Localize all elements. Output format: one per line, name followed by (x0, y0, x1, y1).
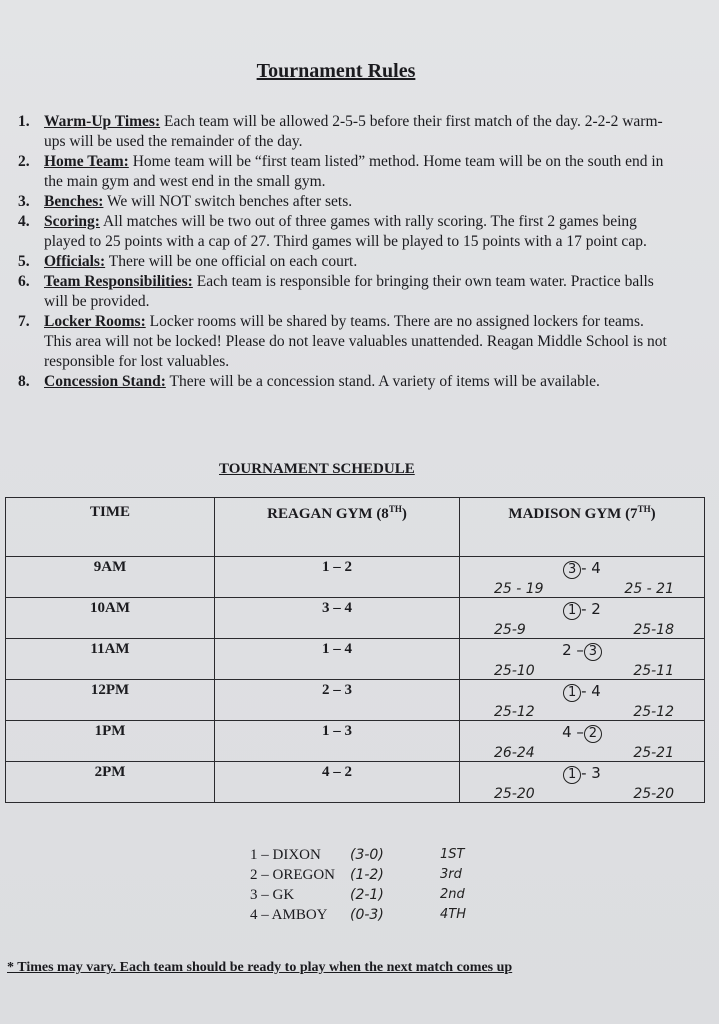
rule-item (14, 212, 674, 252)
team-a: 2 – (562, 641, 584, 659)
team-a: 1 (563, 602, 581, 620)
team-place: 2nd (440, 887, 465, 902)
rule-number: 1. (18, 113, 30, 130)
rule-item (14, 152, 674, 192)
schedule-row (6, 557, 705, 598)
rule-number: 7. (18, 313, 30, 330)
reagan-match-cell: 2 – 3 (215, 680, 460, 721)
rule-text: Home team will be “first team listed” method. Home team will be on the south end in the main gym and west end in the small gym. (44, 153, 664, 190)
team-a: 4 – (562, 723, 584, 741)
madison-matchup (563, 600, 601, 620)
team-a: 1 (563, 766, 581, 784)
rule-text: All matches will be two out of three games with rally scoring. The first 2 games being played to 25 points with a cap of 27. Third games will be played to 15 points with a 17 point cap. (44, 213, 647, 250)
rule-text: Each team is responsible for bringing their own team water. Practice balls will be provided. (44, 273, 654, 310)
reagan-match-cell: 4 – 2 (215, 762, 460, 803)
time-cell: 10AM (6, 598, 215, 639)
footer-note: * Times may vary. Each team should be ready to play when the next match comes up (7, 960, 513, 975)
rule-number: 6. (18, 273, 30, 290)
team-record: (0-3) (350, 907, 384, 923)
match-separator: - 2 (581, 600, 601, 618)
game1-score: 25-10 (494, 663, 535, 679)
game2-score: 25-11 (633, 663, 674, 679)
rule-heading: Benches: (44, 193, 104, 210)
madison-match-cell (460, 557, 705, 598)
game1-score: 26-24 (494, 745, 535, 761)
game1-score: 25-9 (494, 622, 526, 638)
rule-number: 4. (18, 213, 30, 230)
rule-item (14, 372, 674, 392)
game1-score: 25-12 (494, 704, 535, 720)
page-title: Tournament Rules (256, 60, 416, 82)
rule-item (14, 192, 674, 212)
rule-item (14, 112, 674, 152)
time-cell: 1PM (6, 721, 215, 762)
team-name: 4 – AMBOY (250, 907, 328, 923)
match-separator: - 4 (581, 682, 601, 700)
schedule-row (6, 762, 705, 803)
rule-number: 3. (18, 193, 30, 210)
schedule-row (6, 598, 705, 639)
team-place: 3rd (440, 867, 462, 882)
rule-heading: Home Team: (44, 153, 129, 170)
rule-number: 5. (18, 253, 30, 270)
rule-heading: Concession Stand: (44, 373, 166, 390)
reagan-match-cell: 3 – 4 (215, 598, 460, 639)
rule-heading: Locker Rooms: (44, 313, 146, 330)
schedule-row (6, 680, 705, 721)
team-place: 1ST (440, 847, 465, 862)
game2-score: 25 - 21 (624, 581, 674, 597)
rule-heading: Warm-Up Times: (44, 113, 161, 130)
reagan-match-cell: 1 – 2 (215, 557, 460, 598)
time-cell: 11AM (6, 639, 215, 680)
game2-score: 25-21 (633, 745, 674, 761)
reagan-match-cell: 1 – 3 (215, 721, 460, 762)
rules-list (14, 112, 674, 392)
rule-heading: Scoring: (44, 213, 100, 230)
rule-heading: Officials: (44, 253, 106, 270)
madison-matchup (562, 641, 602, 661)
madison-match-cell (460, 598, 705, 639)
madison-matchup (562, 723, 602, 743)
match-separator: - 4 (581, 559, 601, 577)
team-name: 3 – GK (250, 887, 295, 903)
rule-item (14, 312, 674, 372)
team-place: 4TH (440, 907, 466, 922)
team-name: 2 – OREGON (250, 867, 335, 883)
game2-score: 25-18 (633, 622, 674, 638)
reagan-match-cell: 1 – 4 (215, 639, 460, 680)
header-madison: MADISON GYM (7TH) (460, 498, 705, 557)
schedule-table (5, 497, 705, 803)
madison-match-cell (460, 721, 705, 762)
team-record: (2-1) (350, 887, 384, 903)
game2-score: 25-12 (633, 704, 674, 720)
rule-text: Locker rooms will be shared by teams. There are no assigned lockers for teams. This area will not be locked! Please do not leave valuables unattended. Reagan Middle School is not responsible for lost valuables. (44, 313, 667, 370)
team-a: 3 (563, 561, 581, 579)
team-b: 2 (584, 725, 602, 743)
schedule-row (6, 721, 705, 762)
madison-matchup (563, 682, 601, 702)
madison-matchup (563, 764, 601, 784)
rule-item (14, 272, 674, 312)
time-cell: 12PM (6, 680, 215, 721)
madison-match-cell (460, 680, 705, 721)
header-time: TIME (6, 498, 215, 557)
match-separator: - 3 (581, 764, 601, 782)
time-cell: 9AM (6, 557, 215, 598)
rule-text: There will be a concession stand. A variety of items will be available. (165, 373, 600, 390)
rule-heading: Team Responsibilities: (44, 273, 193, 290)
team-a: 1 (563, 684, 581, 702)
game1-score: 25-20 (494, 786, 535, 802)
madison-matchup (563, 559, 601, 579)
schedule-row (6, 639, 705, 680)
team-record: (1-2) (350, 867, 384, 883)
rule-text: We will NOT switch benches after sets. (103, 193, 353, 210)
team-name: 1 – DIXON (250, 847, 321, 863)
madison-match-cell (460, 639, 705, 680)
schedule-title: TOURNAMENT SCHEDULE (219, 461, 415, 477)
team-b: 3 (584, 643, 602, 661)
rule-number: 2. (18, 153, 30, 170)
game1-score: 25 - 19 (494, 581, 544, 597)
rule-item (14, 252, 674, 272)
game2-score: 25-20 (633, 786, 674, 802)
rule-number: 8. (18, 373, 30, 390)
rule-text: Each team will be allowed 2-5-5 before their first match of the day. 2-2-2 warm-ups will be used the remainder of the day. (44, 113, 663, 150)
header-reagan: REAGAN GYM (8TH) (215, 498, 460, 557)
schedule-header-row (6, 498, 705, 557)
rule-text: There will be one official on each court. (105, 253, 358, 270)
team-record: (3-0) (350, 847, 384, 863)
madison-match-cell (460, 762, 705, 803)
time-cell: 2PM (6, 762, 215, 803)
